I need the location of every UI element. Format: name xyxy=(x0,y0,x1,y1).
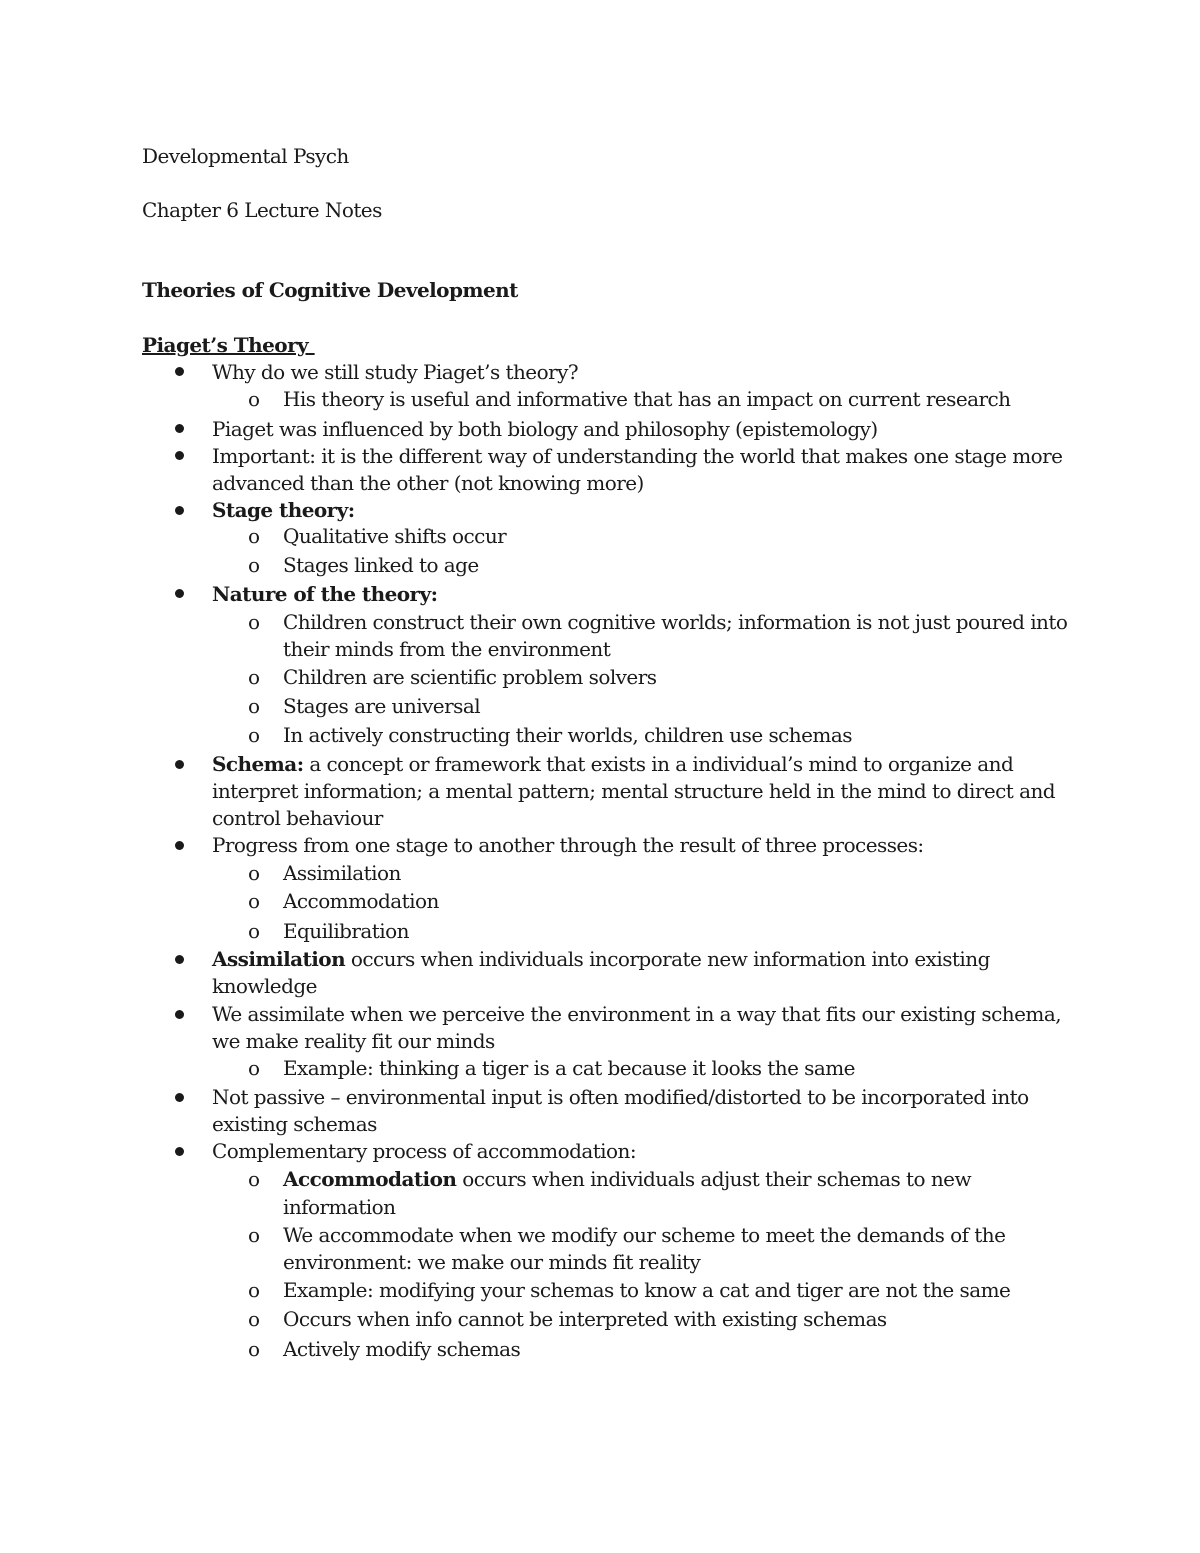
sub-bullet-icon: o xyxy=(248,1223,261,1247)
bullet-icon xyxy=(175,841,184,850)
list-item xyxy=(212,946,990,973)
list-item-continuation: interpret information; a mental pattern; mental structure held in the mind to direct and xyxy=(212,779,1056,803)
list-item: Why do we still study Piaget’s theory? xyxy=(212,360,579,384)
sub-bullet-icon: o xyxy=(248,1056,261,1080)
list-item: Occurs when info cannot be interpreted with existing schemas xyxy=(283,1307,887,1331)
definition-assimilation: occurs when individuals incorporate new information into existing xyxy=(345,947,990,971)
list-item: We accommodate when we modify our scheme to meet the demands of the xyxy=(283,1223,1006,1247)
subsection-title-text: Piaget’s Theory xyxy=(142,333,309,357)
sub-bullet-icon: o xyxy=(248,524,261,548)
bullet-icon xyxy=(175,1010,184,1019)
definition-schema: a concept or framework that exists in a individual’s mind to organize and xyxy=(303,752,1014,776)
list-item: Nature of the theory: xyxy=(212,582,438,606)
sub-bullet-icon: o xyxy=(248,610,261,634)
list-item: Progress from one stage to another through the result of three processes: xyxy=(212,833,924,857)
list-item: Not passive – environmental input is often modified/distorted to be incorporated into xyxy=(212,1085,1029,1109)
list-item-continuation: advanced than the other (not knowing more) xyxy=(212,471,644,495)
section-title: Theories of Cognitive Development xyxy=(142,278,518,302)
list-item: In actively constructing their worlds, children use schemas xyxy=(283,723,852,747)
list-item: Complementary process of accommodation: xyxy=(212,1139,637,1163)
list-item: We assimilate when we perceive the environment in a way that fits our existing schema, xyxy=(212,1002,1061,1026)
document-subtitle: Chapter 6 Lecture Notes xyxy=(142,198,382,222)
list-item: His theory is useful and informative that has an impact on current research xyxy=(283,387,1011,411)
sub-bullet-icon: o xyxy=(248,1278,261,1302)
list-item xyxy=(212,751,1013,778)
sub-bullet-icon: o xyxy=(248,1167,261,1191)
list-item-continuation: existing schemas xyxy=(212,1112,377,1136)
list-item-continuation: environment: we make our minds fit reality xyxy=(283,1250,701,1274)
sub-bullet-icon: o xyxy=(248,694,261,718)
list-item: Accommodation xyxy=(283,889,439,913)
sub-bullet-icon: o xyxy=(248,553,261,577)
list-item-continuation: control behaviour xyxy=(212,806,383,830)
sub-bullet-icon: o xyxy=(248,889,261,913)
list-item: Stage theory: xyxy=(212,498,355,522)
list-item: Children are scientific problem solvers xyxy=(283,665,657,689)
list-item: Piaget was influenced by both biology and philosophy (epistemology) xyxy=(212,417,878,441)
list-item-continuation: their minds from the environment xyxy=(283,637,611,661)
subsection-title xyxy=(142,332,315,359)
sub-bullet-icon: o xyxy=(248,919,261,943)
term-assimilation: Assimilation xyxy=(212,947,346,971)
sub-bullet-icon: o xyxy=(248,387,261,411)
term-schema: Schema: xyxy=(212,752,304,776)
bullet-icon xyxy=(175,451,184,460)
list-item-continuation: information xyxy=(283,1195,396,1219)
sub-bullet-icon: o xyxy=(248,723,261,747)
list-item: Important: it is the different way of understanding the world that makes one stage more xyxy=(212,444,1063,468)
list-item xyxy=(283,1166,971,1193)
bullet-icon xyxy=(175,506,184,515)
bullet-icon xyxy=(175,367,184,376)
sub-bullet-icon: o xyxy=(248,861,261,885)
list-item: Example: thinking a tiger is a cat because it looks the same xyxy=(283,1056,855,1080)
list-item: Example: modifying your schemas to know a cat and tiger are not the same xyxy=(283,1278,1011,1302)
term-accommodation: Accommodation xyxy=(283,1167,457,1191)
list-item: Stages are universal xyxy=(283,694,481,718)
list-item: Actively modify schemas xyxy=(283,1337,521,1361)
list-item: Children construct their own cognitive worlds; information is not just poured into xyxy=(283,610,1068,634)
list-item-continuation: knowledge xyxy=(212,974,317,998)
bullet-icon xyxy=(175,760,184,769)
sub-bullet-icon: o xyxy=(248,665,261,689)
bullet-icon xyxy=(175,1147,184,1156)
definition-accommodation: occurs when individuals adjust their schemas to new xyxy=(456,1167,972,1191)
bullet-icon xyxy=(175,589,184,598)
list-item: Stages linked to age xyxy=(283,553,479,577)
list-item: Equilibration xyxy=(283,919,409,943)
list-item: Qualitative shifts occur xyxy=(283,524,507,548)
bullet-icon xyxy=(175,424,184,433)
bullet-icon xyxy=(175,955,184,964)
document-title: Developmental Psych xyxy=(142,144,349,168)
list-item-continuation: we make reality fit our minds xyxy=(212,1029,495,1053)
sub-bullet-icon: o xyxy=(248,1337,261,1361)
list-item: Assimilation xyxy=(283,861,401,885)
bullet-icon xyxy=(175,1093,184,1102)
sub-bullet-icon: o xyxy=(248,1307,261,1331)
